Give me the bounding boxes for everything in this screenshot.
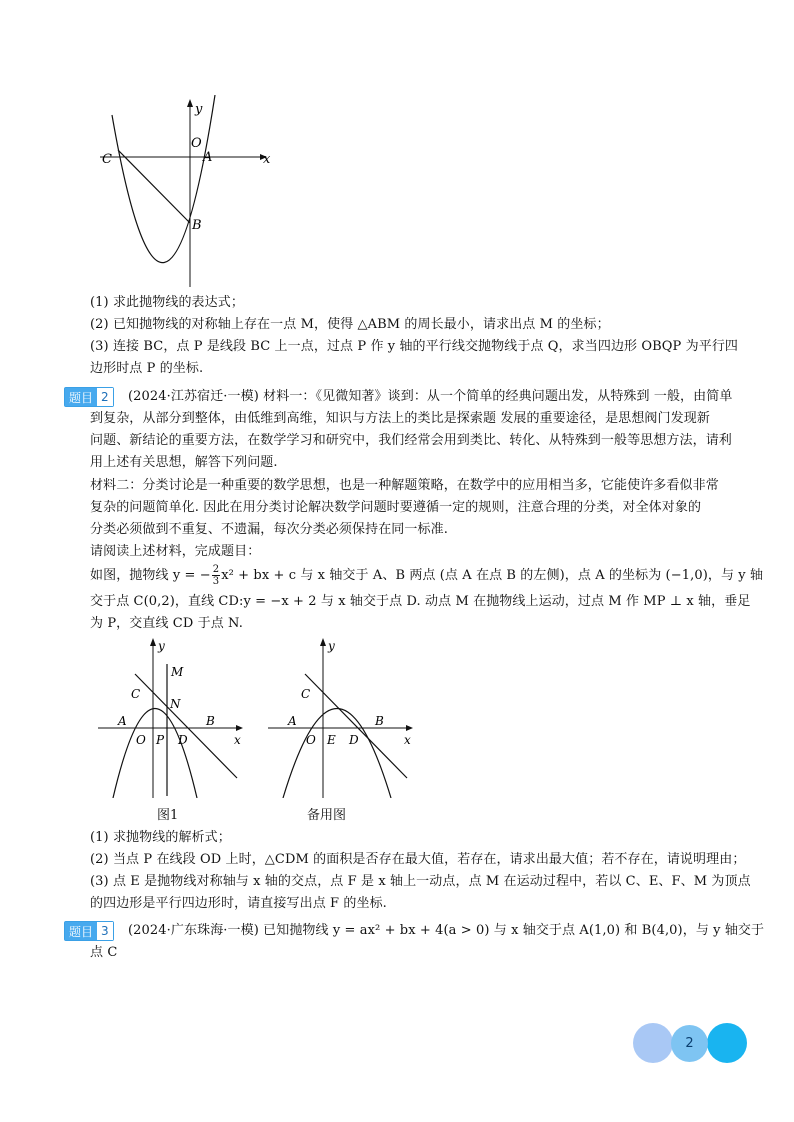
fig1-label-a: A — [203, 150, 213, 165]
fig2b-label-e: E — [327, 733, 336, 747]
page-decor-circle-left — [633, 1023, 673, 1063]
fig2b-label-o: O — [306, 733, 316, 747]
problem2-badge-label: 题目 — [65, 388, 97, 406]
problem2-line-11: 为 P，交直线 CD 于点 N. — [90, 616, 243, 631]
fig2b-label-y: y — [328, 639, 335, 653]
problem3-line-2: 点 C — [90, 945, 118, 960]
fig1-label-o: O — [191, 136, 202, 151]
problem2-line-7: 分类必须做到不重复、不遗漏，每次分类必须保持在同一标准. — [90, 522, 448, 537]
fig1-label-b: B — [192, 218, 202, 233]
problem2-line-4: 用上述有关思想，解答下列问题. — [90, 455, 278, 470]
problem2-line-5: 材料二：分类讨论是一种重要的数学思想，也是一种解题策略，在数学中的应用相当多，它能使许多看似非常 — [90, 478, 719, 493]
problem2-line-9 — [90, 563, 763, 589]
parabola-figure-2a — [95, 636, 255, 798]
fig2a-label-c: C — [131, 687, 141, 701]
problem3-line-1: (2024·广东珠海·一模) 已知抛物线 y = ax² + bx + 4(a > 0) 与 x 轴交于点 A(1,0) 和 B(4,0)，与 y 轴交于 — [128, 923, 765, 938]
fig2a-label-n: N — [170, 697, 181, 711]
fig2b-caption: 备用图 — [307, 808, 347, 823]
problem2-question-1: (1) 求抛物线的解析式； — [90, 830, 231, 845]
problem2-line-6: 复杂的问题简单化. 因此在用分类讨论解决数学问题时要遵循一定的规则，注意合理的分类，对全体对象的 — [90, 500, 702, 515]
problem2-line-1: (2024·江苏宿迁·一模) 材料一：《见微知著》谈到：从一个简单的经典问题出发，从特殊到 一般，由简单 — [128, 389, 733, 404]
problem1-question-3-line2: 边形时点 P 的坐标. — [90, 361, 204, 376]
problem2-line-2: 到复杂，从部分到整体，由低维到高维，知识与方法上的类比是探索题 发展的重要途径，是思想阀门发现新 — [90, 411, 710, 426]
problem1-question-1: (1) 求此抛物线的表达式； — [90, 295, 244, 310]
fig1-label-y: y — [195, 102, 203, 117]
fraction-two-thirds — [212, 564, 220, 587]
fig1-label-c: C — [102, 152, 112, 167]
problem2-line-3: 问题、新结论的重要方法，在数学学习和研究中，我们经常会用到类比、转化、从特殊到一般等思想方法，请利 — [90, 433, 732, 448]
problem2-line-9-prefix: 如图，抛物线 y = − — [90, 568, 211, 583]
fig2b-label-d: D — [349, 733, 359, 747]
parabola-figure-1 — [95, 95, 285, 295]
problem2-question-3-line1: (3) 点 E 是抛物线对称轴与 x 轴的交点，点 F 是 x 轴上一动点，点 M 在运动过程中，若以 C、E、F、M 为顶点 — [90, 874, 751, 889]
fig2b-label-c: C — [301, 687, 311, 701]
fig2b-label-b: B — [375, 714, 384, 728]
problem2-line-8: 请阅读上述材料，完成题目： — [90, 544, 261, 559]
problem2-badge — [64, 387, 114, 407]
fig2a-label-y: y — [158, 639, 165, 653]
fig2a-label-a: A — [118, 714, 127, 728]
fig2a-label-x: x — [234, 733, 241, 747]
page-decor-circle-right — [707, 1023, 747, 1063]
problem2-question-2: (2) 当点 P 在线段 OD 上时，△CDM 的面积是否存在最大值，若存在，请求出最大值；若不存在，请说明理由； — [90, 852, 746, 867]
problem2-line-9-suffix: x² + bx + c 与 x 轴交于 A、B 两点 (点 A 在点 B 的左侧)，点 A 的坐标为 (−1,0)，与 y 轴 — [221, 568, 764, 583]
fraction-numerator: 2 — [212, 564, 220, 575]
fig2a-label-d: D — [178, 733, 188, 747]
problem2-line-10: 交于点 C(0,2)，直线 CD:y = −x + 2 与 x 轴交于点 D. 动点 M 在抛物线上运动，过点 M 作 MP ⊥ x 轴，垂足 — [90, 594, 751, 609]
problem3-badge-number: 3 — [97, 922, 113, 940]
problem3-badge — [64, 921, 114, 941]
fig2a-label-m: M — [171, 665, 184, 679]
fig1-label-x: x — [263, 152, 271, 167]
fig2a-label-o: O — [136, 733, 146, 747]
problem3-badge-label: 题目 — [65, 922, 97, 940]
fig2a-label-p: P — [156, 733, 165, 747]
fraction-denominator: 3 — [212, 576, 220, 587]
page-number: 2 — [671, 1025, 708, 1062]
problem2-question-3-line2: 的四边形是平行四边形时，请直接写出点 F 的坐标. — [90, 896, 387, 911]
fig2a-caption: 图1 — [157, 808, 179, 823]
fig2b-label-x: x — [404, 733, 411, 747]
parabola-figure-2b — [265, 636, 425, 798]
problem1-question-2: (2) 已知抛物线的对称轴上存在一点 M，使得 △ABM 的周长最小，请求出点 M 的坐标； — [90, 317, 610, 332]
problem2-badge-number: 2 — [97, 388, 113, 406]
problem1-question-3-line1: (3) 连接 BC，点 P 是线段 BC 上一点，过点 P 作 y 轴的平行线交抛物线于点 Q，求当四边形 OBQP 为平行四 — [90, 339, 739, 354]
fig2a-label-b: B — [206, 714, 215, 728]
fig2b-label-a: A — [288, 714, 297, 728]
